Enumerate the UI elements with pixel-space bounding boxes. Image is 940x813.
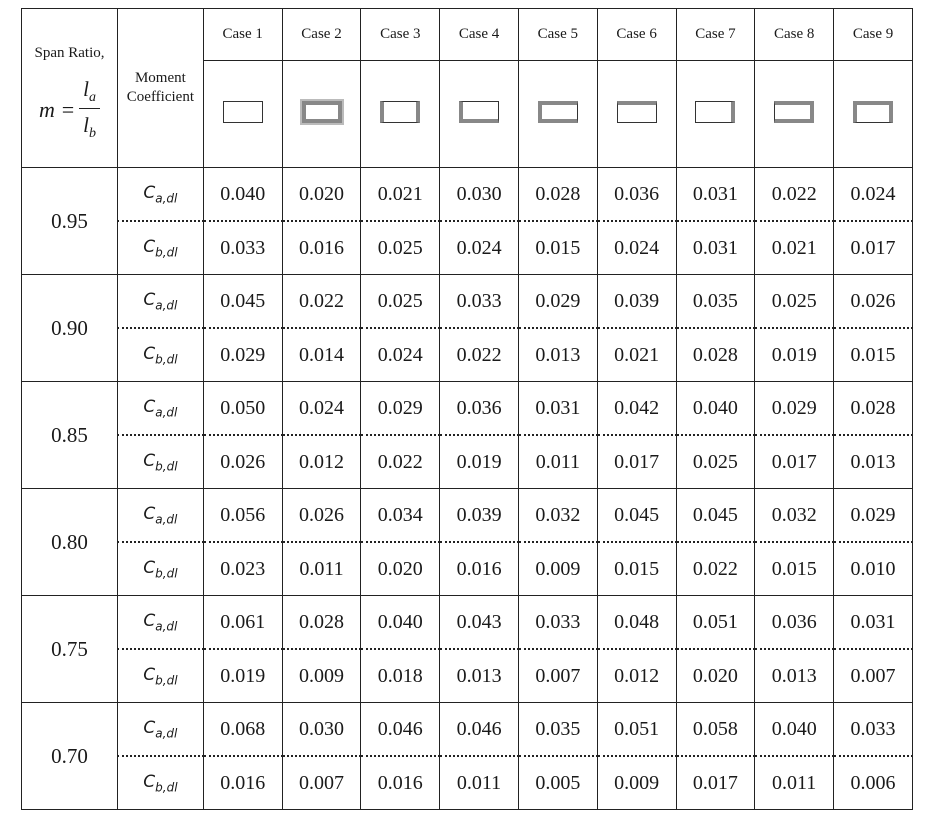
- coefficient-value: 0.019: [203, 649, 282, 703]
- coefficient-value: 0.040: [203, 168, 282, 222]
- formula-denominator: $l_b$: [83, 113, 97, 142]
- case-icon-cell: [440, 61, 519, 168]
- coefficient-value: 0.029: [203, 328, 282, 382]
- span-ratio-formula: [22, 77, 117, 142]
- coefficient-value: 0.061: [203, 596, 282, 650]
- coefficient-value: 0.036: [755, 596, 834, 650]
- coefficient-value: 0.046: [361, 703, 440, 757]
- case-icon-cell: [676, 61, 755, 168]
- slab-case-2-icon: [302, 101, 342, 123]
- coefficient-value: 0.020: [361, 542, 440, 596]
- coefficient-label-b: $C_{b,dl}$: [117, 542, 203, 596]
- coefficient-value: 0.028: [676, 328, 755, 382]
- span-ratio-value: 0.80: [22, 489, 118, 596]
- coefficient-value: 0.005: [518, 756, 597, 810]
- coefficient-value: 0.032: [755, 489, 834, 543]
- coefficient-value: 0.016: [361, 756, 440, 810]
- coefficient-row-a: [22, 703, 913, 757]
- coefficient-value: 0.021: [597, 328, 676, 382]
- coefficient-value: 0.050: [203, 382, 282, 436]
- moment-coefficient-header: Moment Coefficient: [117, 9, 203, 168]
- coefficient-value: 0.011: [440, 756, 519, 810]
- coefficient-value: 0.035: [676, 275, 755, 329]
- span-ratio-value: 0.90: [22, 275, 118, 382]
- case-header: Case 2: [282, 9, 361, 61]
- case-header: Case 9: [834, 9, 913, 61]
- formula-numerator: $l_a$: [79, 77, 100, 109]
- coefficient-row-a: [22, 168, 913, 222]
- coefficient-value: 0.011: [518, 435, 597, 489]
- coefficient-value: 0.029: [755, 382, 834, 436]
- coefficient-value: 0.022: [755, 168, 834, 222]
- coefficient-label-a: $C_{a,dl}$: [117, 596, 203, 650]
- case-icon-cell: [361, 61, 440, 168]
- coefficient-value: 0.051: [676, 596, 755, 650]
- coefficient-value: 0.031: [676, 221, 755, 275]
- coefficient-value: 0.034: [361, 489, 440, 543]
- coefficient-row-b: [22, 649, 913, 703]
- coefficient-value: 0.026: [834, 275, 913, 329]
- coefficient-value: 0.016: [282, 221, 361, 275]
- coefficient-value: 0.015: [834, 328, 913, 382]
- coefficient-value: 0.012: [597, 649, 676, 703]
- coefficient-label-a: $C_{a,dl}$: [117, 382, 203, 436]
- coefficient-value: 0.013: [440, 649, 519, 703]
- coefficient-value: 0.025: [361, 275, 440, 329]
- coefficient-value: 0.033: [518, 596, 597, 650]
- coefficient-value: 0.018: [361, 649, 440, 703]
- formula-fraction: [79, 77, 100, 142]
- coefficient-row-b: [22, 221, 913, 275]
- slab-case-3-icon: [380, 101, 420, 123]
- coefficient-value: 0.007: [834, 649, 913, 703]
- moment-coefficient-table: [21, 8, 913, 810]
- coefficient-value: 0.028: [282, 596, 361, 650]
- coefficient-value: 0.028: [834, 382, 913, 436]
- coefficient-value: 0.040: [755, 703, 834, 757]
- case-header: Case 1: [203, 9, 282, 61]
- coefficient-value: 0.025: [676, 435, 755, 489]
- case-header: Case 7: [676, 9, 755, 61]
- coefficient-value: 0.013: [755, 649, 834, 703]
- case-icon-cell: [834, 61, 913, 168]
- coefficient-value: 0.009: [518, 542, 597, 596]
- coefficient-value: 0.013: [518, 328, 597, 382]
- coefficient-value: 0.031: [518, 382, 597, 436]
- case-icon-cell: [518, 61, 597, 168]
- slab-case-4-icon: [459, 101, 499, 123]
- coefficient-label-a: $C_{a,dl}$: [117, 168, 203, 222]
- coefficient-value: 0.056: [203, 489, 282, 543]
- coefficient-value: 0.007: [518, 649, 597, 703]
- coefficient-value: 0.019: [440, 435, 519, 489]
- coefficient-value: 0.029: [518, 275, 597, 329]
- coefficient-label-a: $C_{a,dl}$: [117, 275, 203, 329]
- case-header: Case 4: [440, 9, 519, 61]
- slab-case-9-icon: [853, 101, 893, 123]
- coefficient-value: 0.040: [361, 596, 440, 650]
- coefficient-label-b: $C_{b,dl}$: [117, 328, 203, 382]
- coefficient-row-b: [22, 435, 913, 489]
- coefficient-value: 0.039: [440, 489, 519, 543]
- coefficient-value: 0.022: [676, 542, 755, 596]
- coefficient-label-a: $C_{a,dl}$: [117, 703, 203, 757]
- slab-case-6-icon: [617, 101, 657, 123]
- coefficient-rows: [22, 168, 913, 810]
- coefficient-value: 0.017: [834, 221, 913, 275]
- case-icon-cell: [203, 61, 282, 168]
- span-ratio-title: Span Ratio,: [34, 44, 105, 61]
- coefficient-row-b: [22, 756, 913, 810]
- coefficient-value: 0.015: [597, 542, 676, 596]
- coefficient-value: 0.007: [282, 756, 361, 810]
- slab-case-7-icon: [695, 101, 735, 123]
- formula-lhs: m =: [38, 96, 76, 122]
- coefficient-label-b: $C_{b,dl}$: [117, 221, 203, 275]
- case-header: Case 8: [755, 9, 834, 61]
- coefficient-value: 0.043: [440, 596, 519, 650]
- coefficient-value: 0.051: [597, 703, 676, 757]
- coefficient-value: 0.030: [440, 168, 519, 222]
- coefficient-value: 0.009: [597, 756, 676, 810]
- coefficient-value: 0.022: [440, 328, 519, 382]
- case-header: Case 3: [361, 9, 440, 61]
- coefficient-value: 0.014: [282, 328, 361, 382]
- coefficient-value: 0.029: [834, 489, 913, 543]
- coefficient-value: 0.024: [440, 221, 519, 275]
- coefficient-value: 0.022: [361, 435, 440, 489]
- coefficient-row-a: [22, 489, 913, 543]
- span-ratio-value: 0.85: [22, 382, 118, 489]
- coefficient-value: 0.039: [597, 275, 676, 329]
- coefficient-value: 0.033: [834, 703, 913, 757]
- coefficient-value: 0.013: [834, 435, 913, 489]
- coefficient-value: 0.020: [282, 168, 361, 222]
- coefficient-label-a: $C_{a,dl}$: [117, 489, 203, 543]
- case-icon-cell: [282, 61, 361, 168]
- coefficient-value: 0.021: [755, 221, 834, 275]
- coefficient-row-a: [22, 596, 913, 650]
- coefficient-row-b: [22, 542, 913, 596]
- span-ratio-value: 0.70: [22, 703, 118, 810]
- coefficient-value: 0.031: [676, 168, 755, 222]
- coefficient-value: 0.046: [440, 703, 519, 757]
- coefficient-row-a: [22, 382, 913, 436]
- coefficient-value: 0.011: [282, 542, 361, 596]
- span-ratio-value: 0.95: [22, 168, 118, 275]
- coefficient-value: 0.028: [518, 168, 597, 222]
- coefficient-value: 0.023: [203, 542, 282, 596]
- coefficient-value: 0.017: [755, 435, 834, 489]
- coefficient-table-container: [21, 8, 913, 810]
- coefficient-value: 0.068: [203, 703, 282, 757]
- coefficient-value: 0.015: [518, 221, 597, 275]
- coefficient-value: 0.024: [282, 382, 361, 436]
- coefficient-value: 0.031: [834, 596, 913, 650]
- coefficient-row-a: [22, 275, 913, 329]
- coefficient-value: 0.010: [834, 542, 913, 596]
- coefficient-value: 0.036: [440, 382, 519, 436]
- coefficient-value: 0.036: [597, 168, 676, 222]
- coefficient-value: 0.011: [755, 756, 834, 810]
- coefficient-value: 0.017: [597, 435, 676, 489]
- coefficient-value: 0.024: [834, 168, 913, 222]
- coefficient-label-b: $C_{b,dl}$: [117, 756, 203, 810]
- coefficient-value: 0.045: [203, 275, 282, 329]
- coefficient-value: 0.058: [676, 703, 755, 757]
- coefficient-value: 0.017: [676, 756, 755, 810]
- coefficient-value: 0.019: [755, 328, 834, 382]
- coefficient-value: 0.048: [597, 596, 676, 650]
- coefficient-value: 0.022: [282, 275, 361, 329]
- coefficient-value: 0.032: [518, 489, 597, 543]
- case-icon-cell: [755, 61, 834, 168]
- case-icon-cell: [597, 61, 676, 168]
- coefficient-value: 0.006: [834, 756, 913, 810]
- header-row: [22, 9, 913, 61]
- coefficient-value: 0.025: [755, 275, 834, 329]
- coefficient-value: 0.040: [676, 382, 755, 436]
- coefficient-value: 0.029: [361, 382, 440, 436]
- slab-case-1-icon: [223, 101, 263, 123]
- coefficient-value: 0.033: [203, 221, 282, 275]
- case-header: Case 5: [518, 9, 597, 61]
- coefficient-value: 0.026: [203, 435, 282, 489]
- span-ratio-value: 0.75: [22, 596, 118, 703]
- case-header: Case 6: [597, 9, 676, 61]
- coefficient-value: 0.016: [440, 542, 519, 596]
- coefficient-label-b: $C_{b,dl}$: [117, 649, 203, 703]
- coefficient-value: 0.009: [282, 649, 361, 703]
- coefficient-value: 0.020: [676, 649, 755, 703]
- coefficient-value: 0.035: [518, 703, 597, 757]
- coefficient-value: 0.016: [203, 756, 282, 810]
- slab-case-5-icon: [538, 101, 578, 123]
- coefficient-value: 0.045: [597, 489, 676, 543]
- slab-case-8-icon: [774, 101, 814, 123]
- coefficient-value: 0.042: [597, 382, 676, 436]
- coefficient-value: 0.033: [440, 275, 519, 329]
- coefficient-label-b: $C_{b,dl}$: [117, 435, 203, 489]
- coefficient-value: 0.025: [361, 221, 440, 275]
- coefficient-value: 0.021: [361, 168, 440, 222]
- coefficient-value: 0.045: [676, 489, 755, 543]
- coefficient-value: 0.030: [282, 703, 361, 757]
- span-ratio-header: [22, 9, 118, 168]
- coefficient-value: 0.015: [755, 542, 834, 596]
- coefficient-value: 0.024: [361, 328, 440, 382]
- coefficient-row-b: [22, 328, 913, 382]
- coefficient-value: 0.012: [282, 435, 361, 489]
- coefficient-value: 0.026: [282, 489, 361, 543]
- coefficient-value: 0.024: [597, 221, 676, 275]
